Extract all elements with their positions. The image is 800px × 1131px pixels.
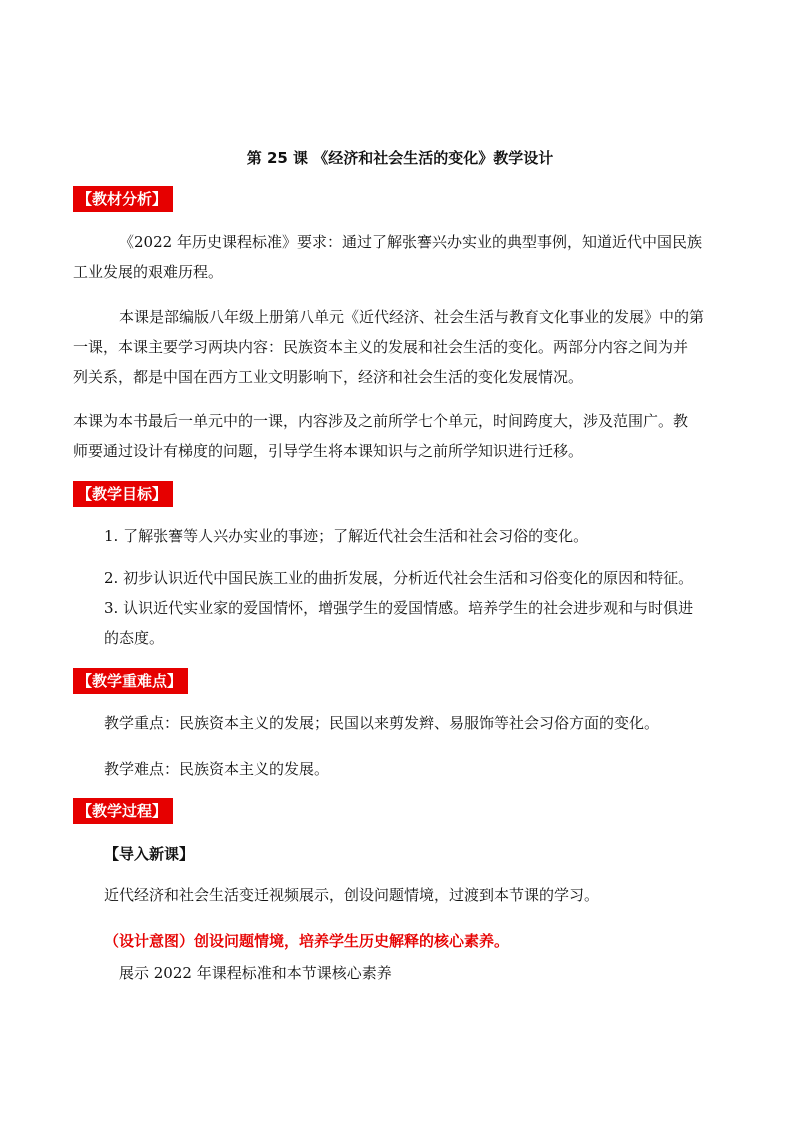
teaching-difficulty: 教学难点：民族资本主义的发展。 (104, 760, 330, 778)
analysis-paragraph-1-line-1: 《2022 年历史课程标准》要求：通过了解张謇兴办实业的典型事例，知道近代中国民族 (119, 233, 702, 251)
design-intent: （设计意图）创设问题情境，培养学生历史解释的核心素养。 (104, 932, 510, 950)
page-title: 第 25 课 《经济和社会生活的变化》教学设计 (246, 149, 554, 167)
teaching-focus: 教学重点：民族资本主义的发展；民国以来剪发辫、易服饰等社会习俗方面的变化。 (104, 714, 660, 732)
section-heading-analysis: 【教材分析】 (73, 186, 173, 212)
goal-item-1: 1. 了解张謇等人兴办实业的事迹；了解近代社会生活和社会习俗的变化。 (104, 527, 589, 545)
intro-heading: 【导入新课】 (104, 845, 195, 863)
show-standards-text: 展示 2022 年课程标准和本节课核心素养 (119, 964, 392, 982)
analysis-paragraph-2-line-1: 本课是部编版八年级上册第八单元《近代经济、社会生活与教育文化事业的发展》中的第 (119, 308, 705, 326)
analysis-paragraph-2-line-2: 一课，本课主要学习两块内容：民族资本主义的发展和社会生活的变化。两部分内容之间为并 (73, 338, 689, 356)
section-heading-goals: 【教学目标】 (73, 481, 173, 507)
section-heading-keypoints: 【教学重难点】 (73, 668, 188, 694)
analysis-paragraph-3-line-2: 师要通过设计有梯度的问题，引导学生将本课知识与之前所学知识进行迁移。 (73, 442, 584, 460)
goal-item-2: 2. 初步认识近代中国民族工业的曲折发展，分析近代社会生活和习俗变化的原因和特征。 (104, 569, 694, 587)
analysis-paragraph-2-line-3: 列关系，都是中国在西方工业文明影响下，经济和社会生活的变化发展情况。 (73, 368, 584, 386)
goal-item-3-line-1: 3. 认识近代实业家的爱国情怀，增强学生的爱国情感。培养学生的社会进步观和与时俱进 (104, 599, 694, 617)
goal-item-3-line-2: 的态度。 (104, 629, 165, 647)
analysis-paragraph-1-line-2: 工业发展的艰难历程。 (73, 263, 224, 281)
intro-text: 近代经济和社会生活变迁视频展示，创设问题情境，过渡到本节课的学习。 (104, 886, 600, 904)
section-heading-process: 【教学过程】 (73, 798, 173, 824)
analysis-paragraph-3-line-1: 本课为本书最后一单元中的一课，内容涉及之前所学七个单元，时间跨度大，涉及范围广。教 (73, 412, 689, 430)
